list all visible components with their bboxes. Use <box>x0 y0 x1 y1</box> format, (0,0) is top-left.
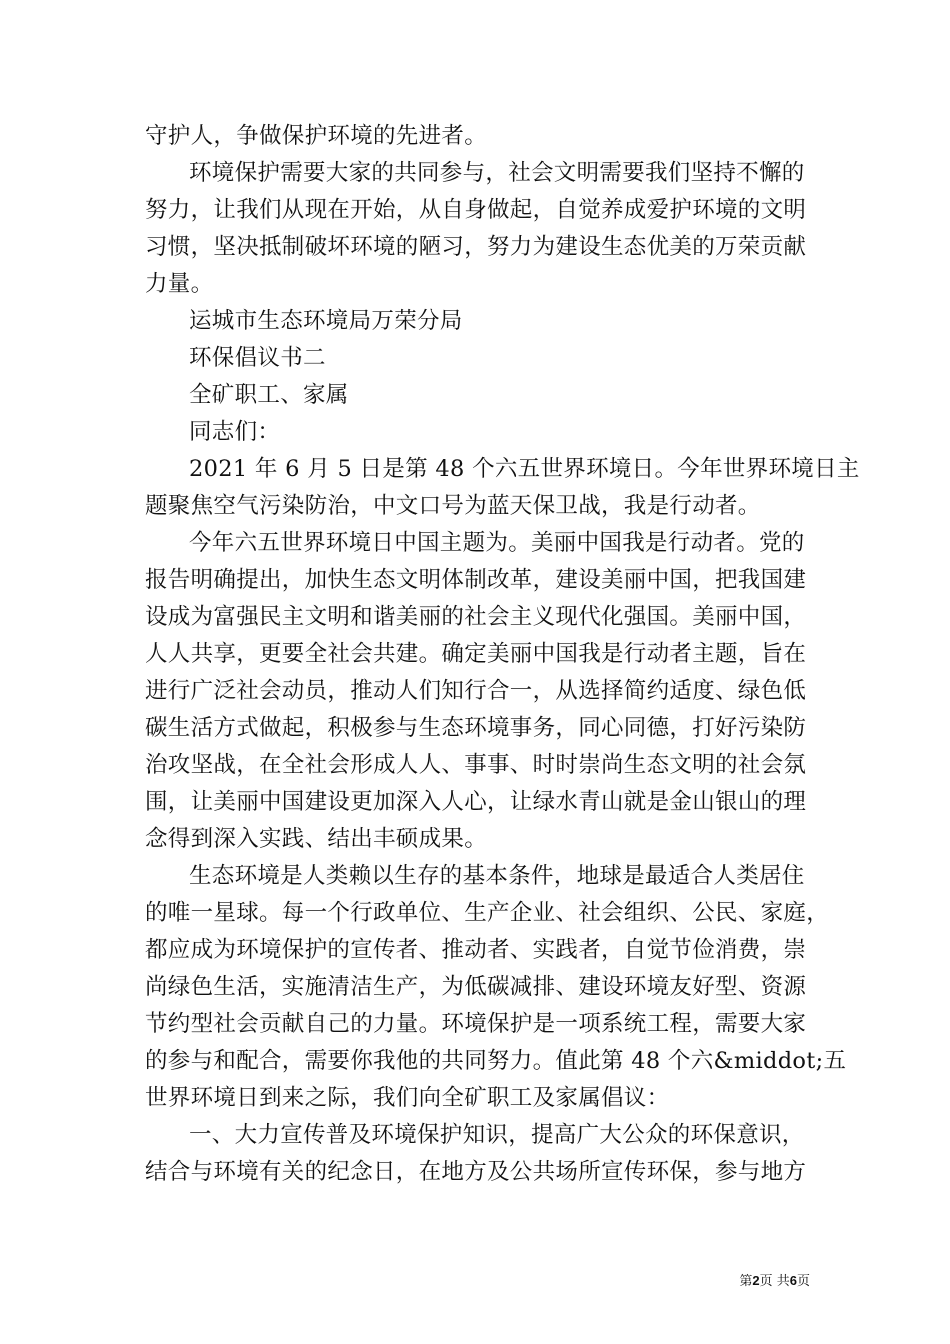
text-line: 节约型社会贡献自己的力量。环境保护是一项系统工程，需要大家 <box>145 1011 807 1037</box>
salutation-line: 同志们： <box>189 419 281 445</box>
text-line: 的唯一星球。每一个行政单位、生产企业、社会组织、公民、家庭， <box>145 900 830 926</box>
footer-prefix: 第 <box>739 1274 753 1289</box>
text-line: 的参与和配合，需要你我他的共同努力。值此第 48 个六&middot;五 <box>145 1048 847 1074</box>
page-footer <box>700 1272 810 1291</box>
text-line: 念得到深入实践、结出丰硕成果。 <box>145 826 488 852</box>
text-line: 结合与环境有关的纪念日，在地方及公共场所宣传环保，参与地方 <box>145 1159 807 1185</box>
current-page-number: 2 <box>752 1273 760 1288</box>
footer-middle: 页 共 <box>759 1274 790 1289</box>
text-line: 守护人，争做保护环境的先进者。 <box>145 123 488 149</box>
text-line: 人人共享，更要全社会共建。确定美丽中国我是行动者主题，旨在 <box>145 641 807 667</box>
text-line: 围，让美丽中国建设更加深入人心，让绿水青山就是金山银山的理 <box>145 789 807 815</box>
paragraph-start-line: 环境保护需要大家的共同参与，社会文明需要我们坚持不懈的 <box>189 160 805 186</box>
addressee-line: 全矿职工、家属 <box>189 382 349 408</box>
footer-suffix: 页 <box>796 1274 810 1289</box>
text-line: 努力，让我们从现在开始，从自身做起，自觉养成爱护环境的文明 <box>145 197 807 223</box>
section-title: 环保倡议书二 <box>189 345 326 371</box>
paragraph-start-line: 一、大力宣传普及环境保护知识，提高广大公众的环保意识， <box>189 1122 805 1148</box>
paragraph-start-line: 2021 年 6 月 5 日是第 48 个六五世界环境日。今年世界环境日主 <box>189 456 860 482</box>
paragraph-start-line: 今年六五世界环境日中国主题为。美丽中国我是行动者。党的 <box>189 530 805 556</box>
text-line: 世界环境日到来之际，我们向全矿职工及家属倡议： <box>145 1085 670 1111</box>
paragraph-start-line: 生态环境是人类赖以生存的基本条件，地球是最适合人类居住 <box>189 863 805 889</box>
text-line: 报告明确提出，加快生态文明体制改革，建设美丽中国，把我国建 <box>145 567 807 593</box>
signature-line: 运城市生态环境局万荣分局 <box>189 308 463 334</box>
document-body <box>145 118 860 1191</box>
text-line: 进行广泛社会动员，推动人们知行合一，从选择简约适度、绿色低 <box>145 678 807 704</box>
text-line: 习惯，坚决抵制破坏环境的陋习，努力为建设生态优美的万荣贡献 <box>145 234 807 260</box>
text-line: 题聚焦空气污染防治，中文口号为蓝天保卫战，我是行动者。 <box>145 493 761 519</box>
text-line: 治攻坚战，在全社会形成人人、事事、时时崇尚生态文明的社会氛 <box>145 752 807 778</box>
text-line: 力量。 <box>145 271 214 297</box>
text-line: 碳生活方式做起，积极参与生态环境事务，同心同德，打好污染防 <box>145 715 807 741</box>
text-line: 尚绿色生活，实施清洁生产，为低碳减排、建设环境友好型、资源 <box>145 974 807 1000</box>
total-page-number: 6 <box>789 1273 797 1288</box>
text-line: 设成为富强民主文明和谐美丽的社会主义现代化强国。美丽中国， <box>145 604 807 630</box>
text-line: 都应成为环境保护的宣传者、推动者、实践者，自觉节俭消费，崇 <box>145 937 807 963</box>
